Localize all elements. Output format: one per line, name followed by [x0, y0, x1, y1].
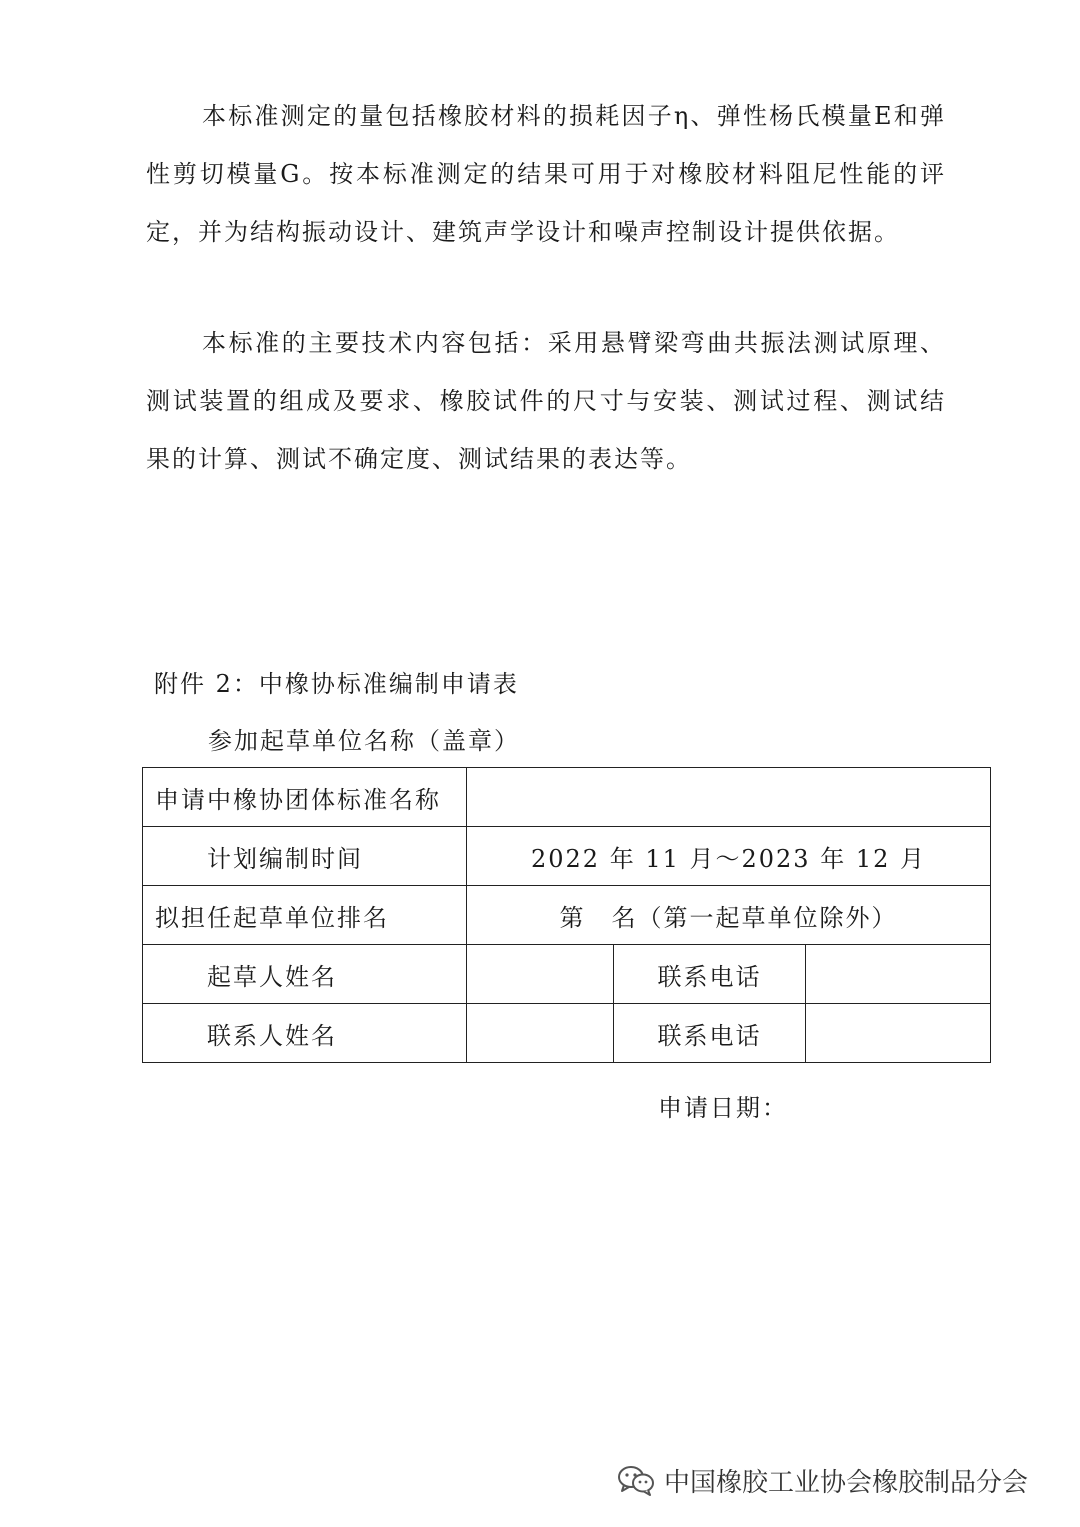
contact-phone-value[interactable] [806, 1004, 991, 1063]
drafter-name-label: 起草人姓名 [143, 945, 467, 1004]
standard-name-label: 申请中橡协团体标准名称 [143, 768, 467, 827]
application-form-table [142, 767, 991, 1063]
table-row [143, 768, 991, 827]
wechat-icon [616, 1464, 656, 1496]
contact-name-value[interactable] [467, 1004, 614, 1063]
contact-name-label: 联系人姓名 [143, 1004, 467, 1063]
drafter-phone-value[interactable] [806, 945, 991, 1004]
apply-date-label: 申请日期： [658, 1094, 788, 1122]
plan-time-label: 计划编制时间 [143, 827, 467, 886]
seal-label: 参加起草单位名称（盖章） [208, 727, 520, 755]
contact-phone-label: 联系电话 [614, 1004, 806, 1063]
drafter-rank-label: 拟担任起草单位排名 [143, 886, 467, 945]
table-row [143, 945, 991, 1004]
attachment-title: 附件 2：中橡协标准编制申请表 [154, 670, 519, 698]
watermark [616, 1462, 1028, 1498]
drafter-rank-value[interactable]: 第 名（第一起草单位除外） [467, 886, 991, 945]
body-paragraph-2: 本标准的主要技术内容包括：采用悬臂梁弯曲共振法测试原理、测试装置的组成及要求、橡胶试件的尺寸与安装、测试过程、测试结果的计算、测试不确定度、测试结果的表达等。 [146, 329, 946, 473]
drafter-name-value[interactable] [467, 945, 614, 1004]
plan-time-value[interactable]: 2022 年 11 月～2023 年 12 月 [467, 827, 991, 886]
drafter-phone-label: 联系电话 [614, 945, 806, 1004]
table-row [143, 1004, 991, 1063]
standard-name-value[interactable] [467, 768, 991, 827]
watermark-text: 中国橡胶工业协会橡胶制品分会 [664, 1467, 1029, 1498]
body-paragraph-1: 本标准测定的量包括橡胶材料的损耗因子η、弹性杨氏模量E和弹性剪切模量G。按本标准测定的结果可用于对橡胶材料阻尼性能的评定，并为结构振动设计、建筑声学设计和噪声控制设计提供依据。 [146, 102, 946, 246]
table-row [143, 827, 991, 886]
table-row [143, 886, 991, 945]
